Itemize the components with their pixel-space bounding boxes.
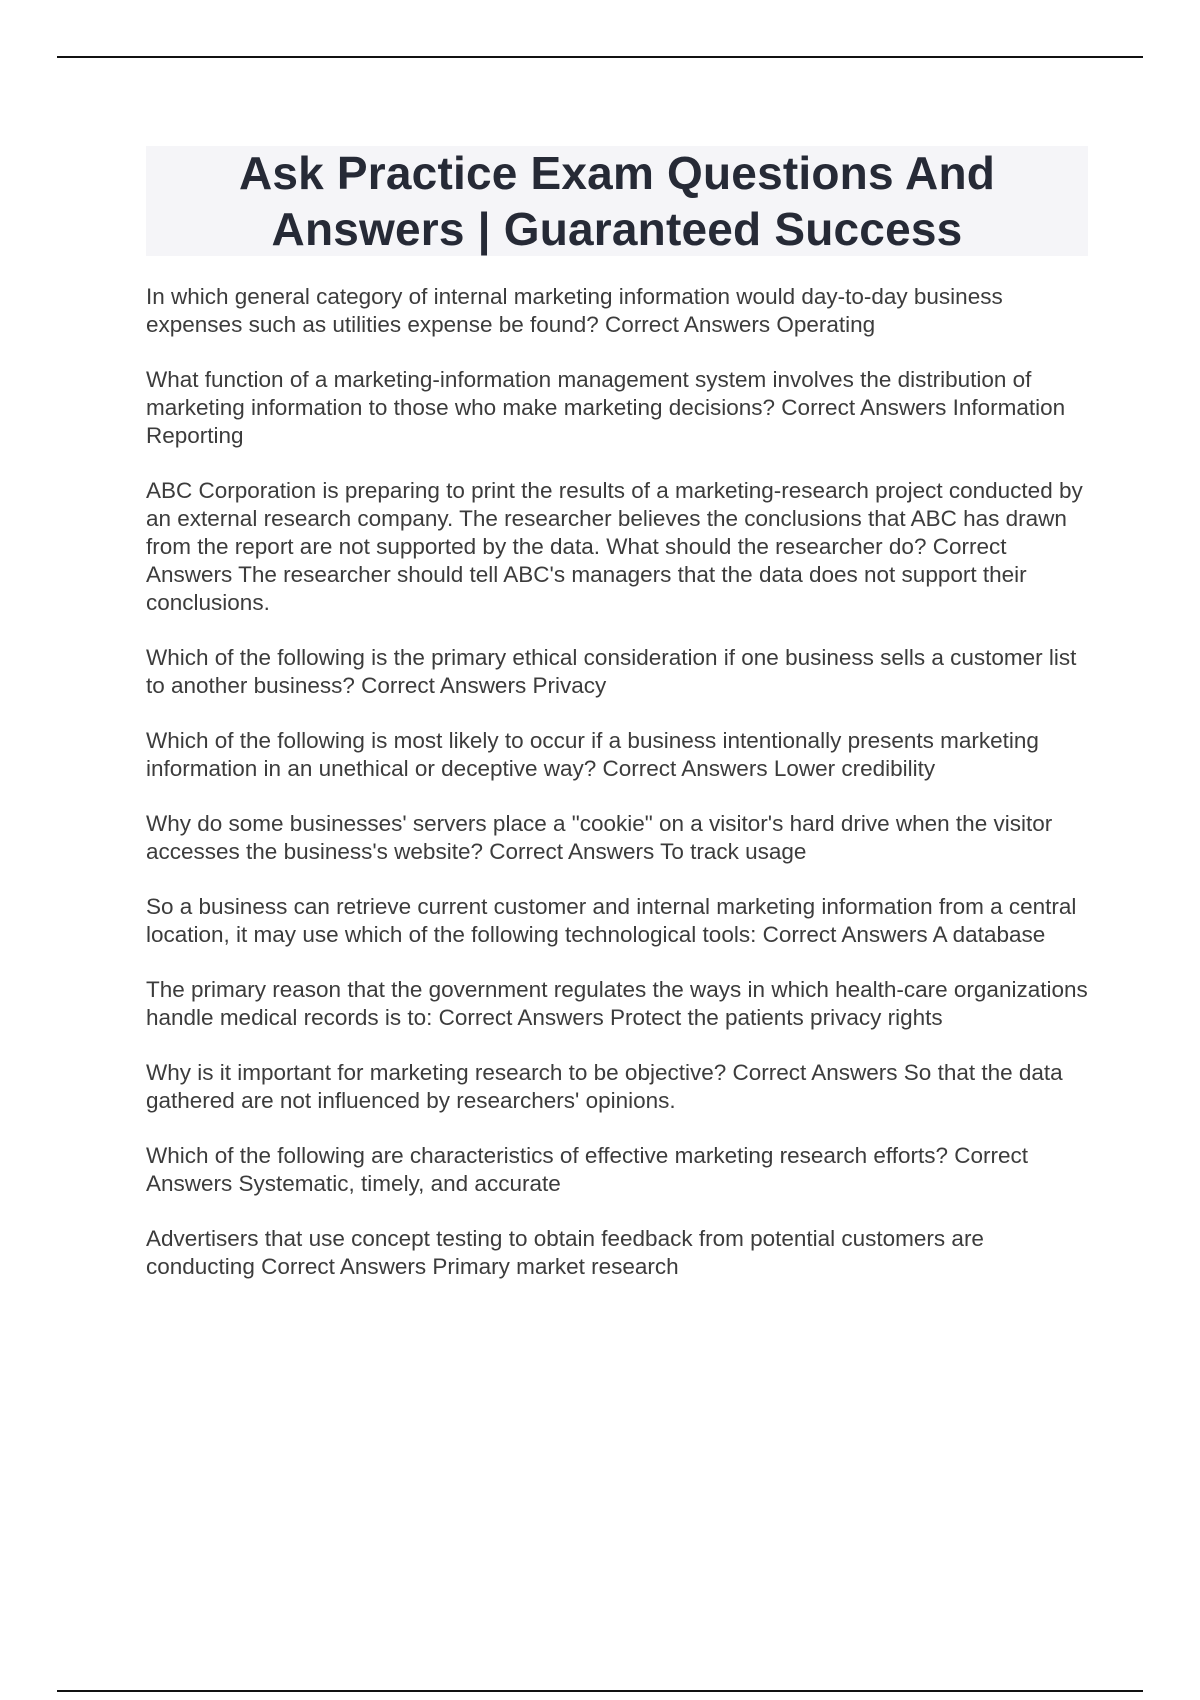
qa-entry-10: Which of the following are characteristics of effective marketing research efforts? Correct Answers Systematic, timely, and accurate bbox=[146, 1143, 1029, 1196]
title-block bbox=[146, 146, 1088, 256]
top-divider bbox=[57, 56, 1143, 58]
qa-entry-7: So a business can retrieve current customer and internal marketing information from a central location, it may use which of the following technological tools: Correct Answers A database bbox=[146, 894, 1077, 947]
qa-entry-4: Which of the following is the primary ethical consideration if one business sells a customer list to another business? Correct Answers Privacy bbox=[146, 645, 1077, 698]
qa-list bbox=[146, 283, 1096, 1308]
qa-entry-6: Why do some businesses' servers place a "cookie" on a visitor's hard drive when the visitor accesses the business's website? Correct Answers To track usage bbox=[146, 811, 1053, 864]
bottom-divider bbox=[57, 1690, 1143, 1692]
qa-entry-5: Which of the following is most likely to occur if a business intentionally presents marketing information in an unethical or deceptive way? Correct Answers Lower credibility bbox=[146, 728, 1039, 781]
qa-entry-1: In which general category of internal marketing information would day-to-day business expenses such as utilities expense be found? Correct Answers Operating bbox=[146, 284, 1003, 337]
qa-entry-9: Why is it important for marketing research to be objective? Correct Answers So that the data gathered are not influenced by researchers' opinions. bbox=[146, 1060, 1063, 1113]
qa-entry-2: What function of a marketing-information management system involves the distribution of marketing information to those who make marketing decisions? Correct Answers Information Reporting bbox=[146, 367, 1066, 448]
qa-entry-11: Advertisers that use concept testing to obtain feedback from potential customers are conducting Correct Answers Primary market research bbox=[146, 1226, 984, 1279]
qa-entry-8: The primary reason that the government regulates the ways in which health-care organizations handle medical records is to: Correct Answers Protect the patients privacy rights bbox=[146, 977, 1088, 1030]
page-title: Ask Practice Exam Questions And Answers | Guaranteed Success bbox=[238, 147, 996, 255]
qa-entry-3: ABC Corporation is preparing to print the results of a marketing-research project conducted by an external research company. The researcher believes the conclusions that ABC has drawn from the report are not supported by the data. What should the researcher do? Correct Answers The researcher should tell ABC's managers that the data does not support their conclusions. bbox=[146, 478, 1083, 615]
